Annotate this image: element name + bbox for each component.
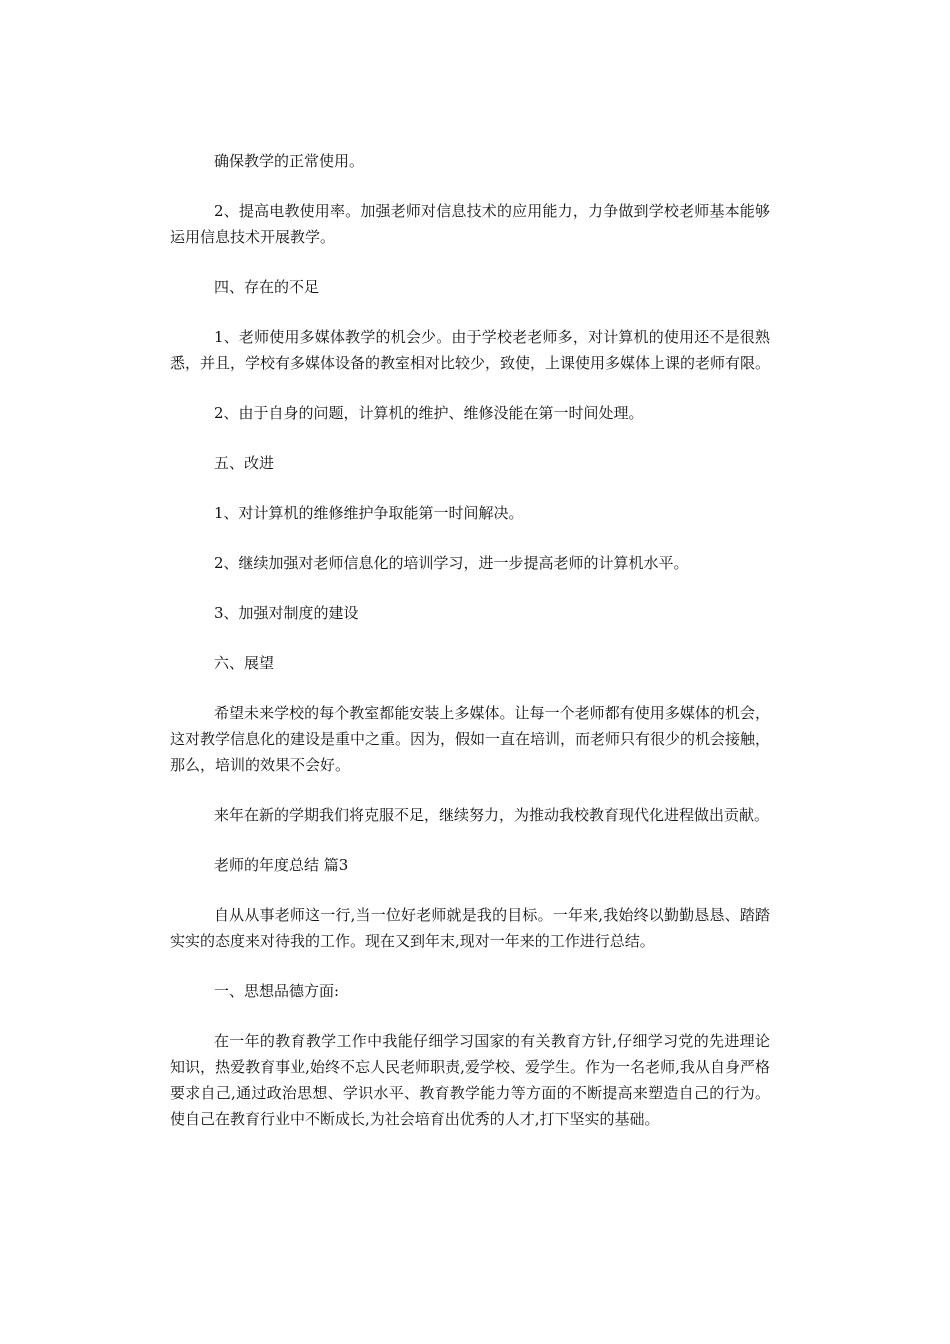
paragraph: 确保教学的正常使用。	[214, 152, 365, 170]
paragraph: 2、由于自身的问题，计算机的维护、维修没能在第一时间处理。	[214, 404, 644, 422]
paragraph: 1、老师使用多媒体教学的机会少。由于学校老老师多，对计算机的使用还不是很熟悉，并且，学校有多媒体设备的教室相对比较少，致使，上课使用多媒体上课的老师有限。	[170, 328, 771, 372]
paragraph: 2、提高电教使用率。加强老师对信息技术的应用能力，力争做到学校老师基本能够运用信息技术开展教学。	[170, 202, 770, 246]
document-title: 老师的年度总结 篇3	[214, 856, 349, 874]
section-heading: 六、展望	[214, 654, 275, 672]
paragraph: 自从从事老师这一行,当一位好老师就是我的目标。一年来,我始终以勤勤恳恳、踏踏实实的态度来对待我的工作。现在又到年末,现对一年来的工作进行总结。	[170, 906, 770, 950]
paragraph: 2、继续加强对老师信息化的培训学习，进一步提高老师的计算机水平。	[214, 554, 689, 572]
section-heading: 五、改进	[214, 454, 275, 472]
paragraph: 来年在新的学期我们将克服不足，继续努力，为推动我校教育现代化进程做出贡献。	[214, 806, 770, 824]
section-heading: 四、存在的不足	[214, 278, 320, 296]
paragraph: 在一年的教育教学工作中我能仔细学习国家的有关教育方针,仔细学习党的先进理论知识，热爱教育事业,始终不忘人民老师职责,爱学校、爱学生。作为一名老师,我从自身严格要求自己,通过政治思想、学识水平、教育教学能力等方面的不断提高来塑造自己的行为。使自己在教育行业中不断成长,为社会培育出优秀的人才,打下坚实的基础。	[170, 1032, 770, 1128]
paragraph: 3、加强对制度的建设	[214, 604, 359, 622]
section-heading: 一、思想品德方面:	[214, 982, 340, 1000]
paragraph: 希望未来学校的每个教室都能安装上多媒体。让每一个老师都有使用多媒体的机会，这对教学信息化的建设是重中之重。因为，假如一直在培训，而老师只有很少的机会接触，那么，培训的效果不会好。	[170, 704, 771, 774]
paragraph: 1、对计算机的维修维护争取能第一时间解决。	[214, 504, 524, 522]
document-body	[170, 148, 770, 1155]
